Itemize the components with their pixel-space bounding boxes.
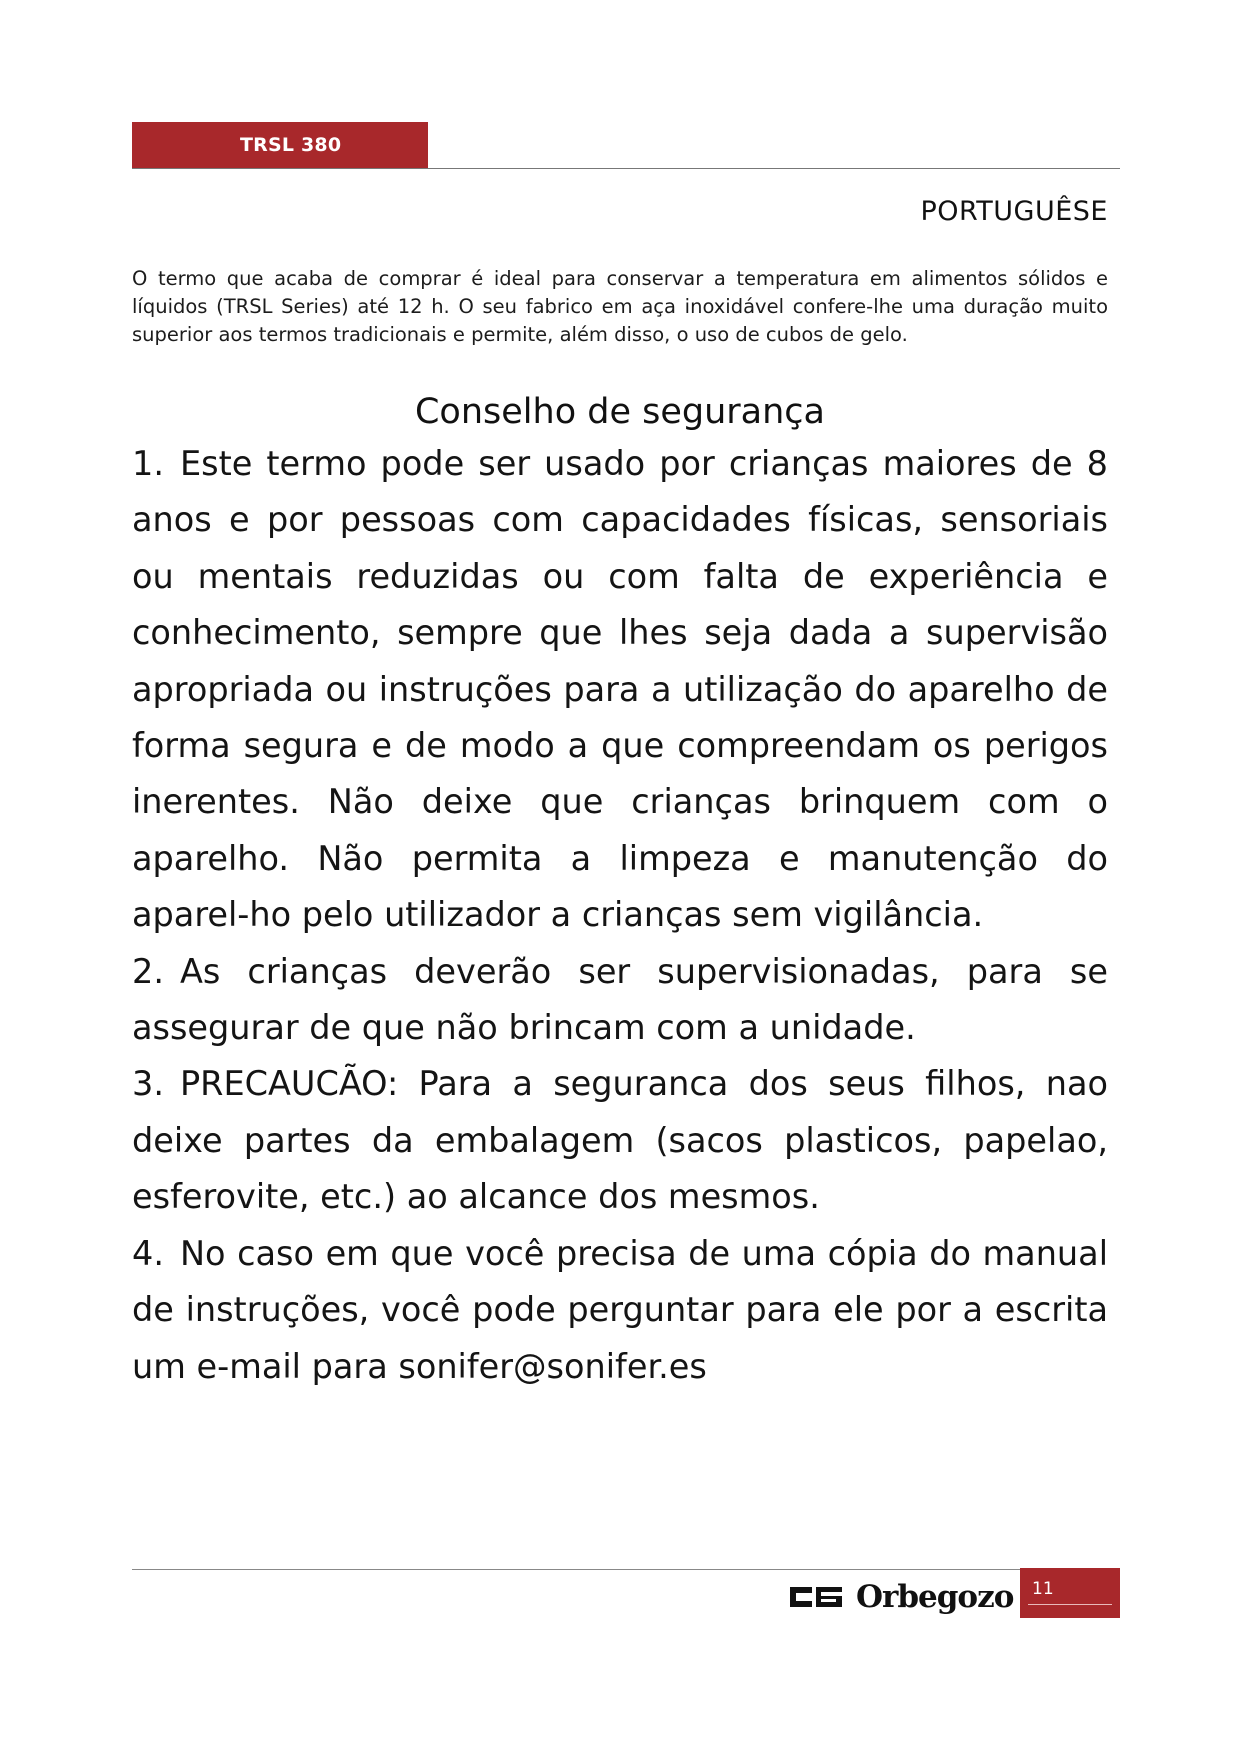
page-box-divider xyxy=(1028,1604,1112,1605)
header-model-bar xyxy=(132,122,428,168)
safety-item xyxy=(132,1056,1108,1225)
safety-title: Conselho de segurança xyxy=(414,392,825,432)
language-heading: PORTUGUÊSE xyxy=(920,196,1108,227)
item-text: Este termo pode ser usado por crianças maiores de 8 anos e por pessoas com capacidades físicas, sensoriais ou mentais reduzidas ou com falta de experiência e conhecimento, sempre que lhes seja dada a supervisão apropriada ou instruções para a utilização do aparelho de forma segura e de modo a que compreendam os perigos inerentes. Não deixe que crianças brinquem com o aparelho. Não permita a limpeza e manutenção do aparel-ho pelo utilizador a crianças sem vigilância. xyxy=(132,444,1108,935)
model-label: TRSL 380 xyxy=(240,134,342,156)
page-number-box xyxy=(1020,1568,1120,1618)
safety-list xyxy=(132,436,1108,1395)
safety-item xyxy=(132,436,1108,944)
intro-paragraph: O termo que acaba de comprar é ideal para conservar a temperatura em alimentos sólidos e líquidos (TRSL Series) até 12 h. O seu fabrico em aça inoxidável confere-lhe uma duração muito superior aos termos tradicionais e permite, além disso, o uso de cubos de gelo. xyxy=(132,267,1108,346)
item-number: 2. xyxy=(132,951,164,991)
item-number: 1. xyxy=(132,444,164,483)
item-text: PRECAUCÃO: Para a seguranca dos seus filhos, nao deixe partes da embalagem (sacos plasticos, papelao, esferovite, etc.) ao alcance dos mesmos. xyxy=(132,1064,1108,1217)
safety-item xyxy=(132,944,1108,1057)
item-text: As crianças deverão ser supervisionadas, para se assegurar de que não brincam com a unidade. xyxy=(132,951,1108,1048)
item-number: 3. xyxy=(132,1064,164,1104)
item-number: 4. xyxy=(132,1233,164,1273)
brand-logo xyxy=(790,1578,1013,1616)
page-number: 11 xyxy=(1032,1579,1054,1599)
header-divider xyxy=(132,168,1120,169)
item-text: No caso em que você precisa de uma cópia do manual de instruções, você pode perguntar para ele por a escrita um e-mail para sonifer@sonifer.es xyxy=(132,1233,1108,1386)
orbegozo-logo-icon xyxy=(790,1584,842,1610)
footer-divider xyxy=(132,1569,1022,1570)
safety-item xyxy=(132,1226,1108,1395)
brand-name: Orbegozo xyxy=(856,1579,1014,1615)
